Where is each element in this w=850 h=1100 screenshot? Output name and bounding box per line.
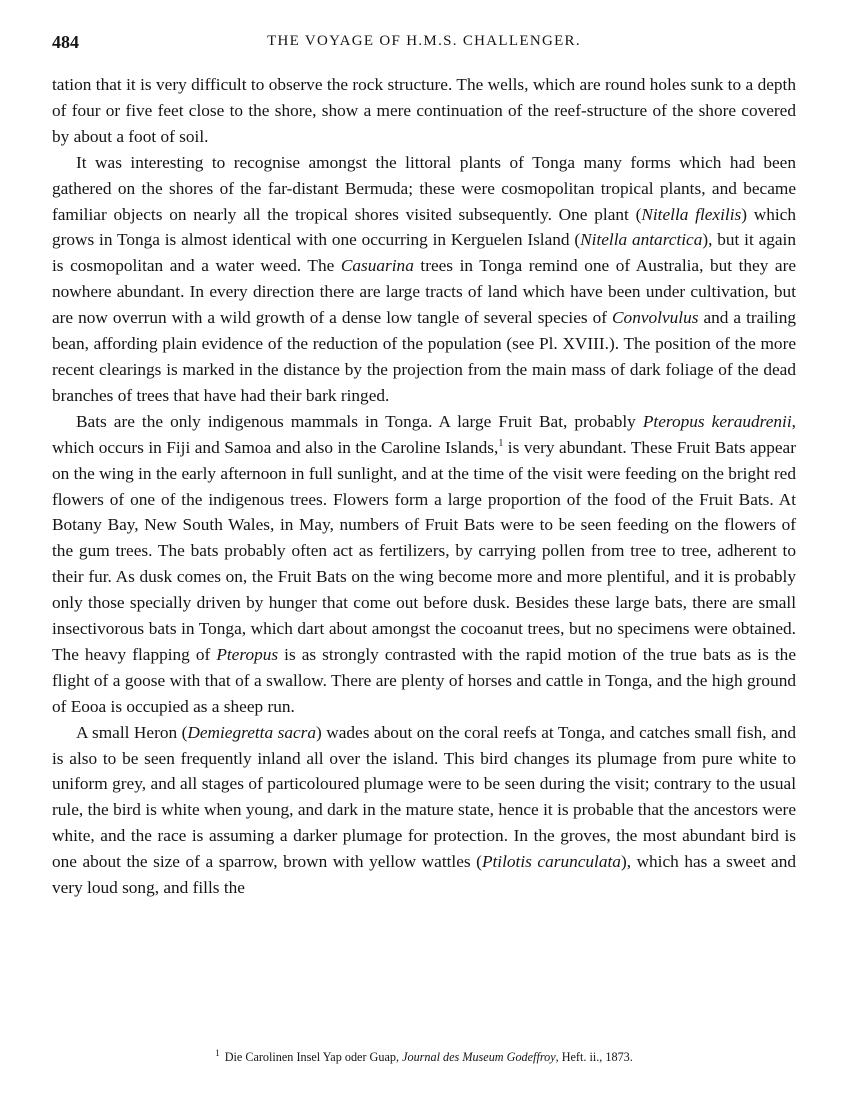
page-header [52, 32, 796, 56]
species-name: Ptilotis carunculata [481, 852, 621, 872]
page-number: 484 [52, 32, 79, 52]
paragraph-bats [52, 409, 796, 720]
footnote [52, 1045, 796, 1065]
species-name: Nitella antarctica [580, 230, 703, 250]
species-name: Pteropus keraudrenii [642, 411, 792, 431]
species-name: Nitella flexilis [641, 204, 742, 224]
body-text [52, 72, 796, 901]
text-run: is as strongly contrasted with the rapid motion of the true bats as is the flight of a goose with that of a swallow. There are plenty of horses and cattle in Tonga, and the high ground of Eooa is occupied as a sheep run. [52, 644, 796, 716]
footnote-journal-title: Journal des Museum Godeffroy [402, 1050, 556, 1065]
footnote-reference: 1 [498, 437, 504, 449]
text-run: ), which has a sweet and very loud song, and fills the [52, 852, 797, 898]
paragraph-text: tation that it is very difficult to observe the rock structure. The wells, which are round holes sunk to a depth of four or five feet close to the shore, show a mere continuation of the reef-structure of the shore covered by about a foot of soil. [52, 75, 796, 146]
text-run: Bats are the only indigenous mammals in Tonga. A large Fruit Bat, probably [76, 411, 643, 431]
text-run: ) which grows in Tonga is almost identical with one occurring in Kerguelen Island ( [52, 204, 796, 250]
paragraph-littoral-plants [52, 150, 796, 409]
paragraph-heron [52, 720, 796, 901]
footnote-text: Die Carolinen Insel Yap oder Guap, [224, 1050, 403, 1065]
running-head: THE VOYAGE OF H.M.S. CHALLENGER. [267, 33, 581, 49]
text-run: ), but it again is cosmopolitan and a water weed. The [52, 230, 796, 276]
genus-name: Casuarina [340, 256, 414, 276]
paragraph-rock-structure [52, 72, 796, 150]
text-run: ) wades about on the coral reefs at Tonga, and catches small fish, and is also to be seen frequently inland all over the island. This bird changes its plumage from pure white to uniform grey, and all stages of particoloured plumage were to be seen during the visit; contrary to the usual rule, the bird is white when young, and dark in the mature state, hence it is probable that the ancestors were white, and the race is assuming a darker plumage for protection. In the groves, the most abundant bird is one about the size of a sparrow, brown with yellow wattles ( [52, 722, 797, 872]
footnote-mark: 1 [215, 1048, 220, 1058]
footnote-text: , Heft. ii., 1873. [555, 1050, 633, 1065]
text-run: and a trailing bean, affording plain evidence of the reduction of the population (see Pl. XVIII.). The position of the more recent clearings is marked in the distance by the projection from the main mass of dark foliage of the dead branches of trees that have had their bark ringed. [52, 308, 797, 405]
genus-name: Pteropus [216, 644, 279, 664]
text-run: , which occurs in Fiji and Samoa and also in the Caroline Islands, [52, 411, 796, 457]
species-name: Demiegretta sacra [187, 722, 317, 742]
text-run: trees in Tonga remind one of Australia, but they are nowhere abundant. In every direction there are large tracts of land which have been under cultivation, but are now overrun with a wild growth of a dense low tangle of several species of [52, 256, 797, 328]
text-run: It was interesting to recognise amongst the littoral plants of Tonga many forms which had been gathered on the shores of the far-distant Bermuda; these were cosmopolitan tropical plants, and became familiar objects on nearly all the tropical shores visited subsequently. One plant ( [52, 152, 796, 224]
genus-name: Convolvulus [612, 308, 699, 328]
text-run: is very abundant. These Fruit Bats appear on the wing in the early afternoon in full sunlight, and at the time of the visit were feeding on the bright red flowers of one of the indigenous trees. Flowers form a large proportion of the food of the Fruit Bats. At Botany Bay, New South Wales, in May, numbers of Fruit Bats were to be seen feeding on the flowers of the gum trees. The bats probably often act as fertilizers, by carrying pollen from tree to tree, adherent to their fur. As dusk comes on, the Fruit Bats on the wing become more and more plentiful, and it is probably only those specially driven by hunger that come out before dusk. Besides these large bats, there are small insectivorous bats in Tonga, which dart about amongst the cocoanut trees, but no specimens were obtained. The heavy flapping of [52, 437, 796, 664]
text-run: A small Heron ( [76, 722, 188, 742]
